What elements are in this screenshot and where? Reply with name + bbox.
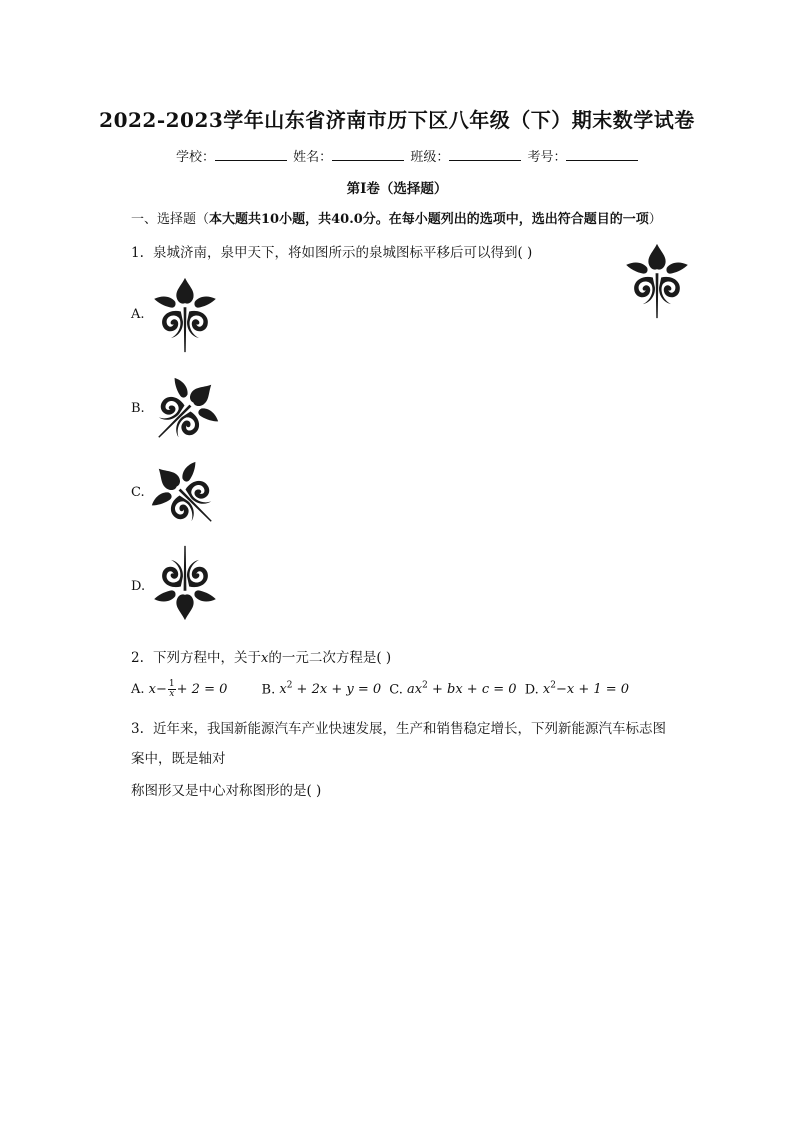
school-blank [215, 148, 287, 161]
choice-a-label: A. [131, 682, 145, 697]
name-blank [332, 148, 404, 161]
choice-a [131, 680, 227, 699]
choice-d [525, 681, 629, 697]
exam-no-blank [566, 148, 638, 161]
name-label: 姓名： [293, 150, 333, 165]
question-text-pre: 下列方程中，关于 [153, 650, 261, 666]
choice-d-equation: $x^2-x + 1 = 0$ [542, 680, 630, 697]
school-label: 学校： [176, 150, 216, 165]
part-instructions [131, 208, 662, 227]
choice-c [389, 681, 516, 697]
choice-d-label: D. [524, 682, 539, 697]
question-number: 2. [131, 650, 144, 666]
question-text-post: 的一元二次方程是( ) [268, 650, 392, 666]
option-d-label: D. [131, 579, 146, 594]
student-info-line [176, 146, 640, 165]
option-c-emblem-icon [150, 452, 220, 538]
option-b-emblem-icon [150, 368, 220, 454]
choice-c-equation: $ax^2$ + bx + c = 0 [407, 680, 517, 697]
question-2-choices [131, 680, 633, 699]
choice-b-equation: $x^2 + 2x + y = 0$ [279, 680, 382, 697]
question-3 [131, 717, 666, 737]
question-text: 泉城济南，泉甲天下，将如图所示的泉城图标平移后可以得到( ) [153, 245, 533, 261]
question-3-line2: 案中，既是轴对 [131, 751, 226, 767]
question-number: 1. [131, 245, 144, 261]
question-3-line3: 称图形又是中心对称图形的是( ) [131, 783, 322, 799]
choice-b-label: B. [261, 682, 276, 697]
class-blank [449, 148, 521, 161]
choice-c-label: C. [389, 682, 403, 697]
choice-a-equation: x− $\frac{1}{x}$ + 2 = 0 [148, 679, 228, 699]
option-b-label: B. [131, 401, 145, 416]
exam-no-label: 考号： [527, 150, 567, 165]
option-c-label: C. [131, 485, 145, 500]
part-suffix: ） [648, 212, 662, 227]
choice-b [262, 681, 382, 697]
option-a-label: A. [131, 307, 145, 322]
question-text-line1: 近年来，我国新能源汽车产业快速发展，生产和销售稳定增长，下列新能源汽车标志图 [153, 721, 666, 737]
question-variable: x [261, 651, 269, 666]
class-label: 班级： [410, 150, 450, 165]
option-a-emblem-icon [150, 272, 220, 358]
part-prefix: 一、选择题（ [131, 212, 210, 227]
page-title: 2022-2023学年山东省济南市历下区八年级（下）期末数学试卷 [99, 108, 695, 132]
question-2 [131, 646, 391, 666]
option-d-emblem-icon [150, 540, 220, 626]
section-heading: 第I卷（选择题） [346, 181, 448, 197]
quancheng-emblem-icon [622, 238, 692, 324]
question-number: 3. [131, 721, 144, 737]
question-1 [131, 241, 532, 261]
part-bold: 本大题共10小题，共40.0分。在每小题列出的选项中，选出符合题目的一项 [209, 212, 649, 227]
